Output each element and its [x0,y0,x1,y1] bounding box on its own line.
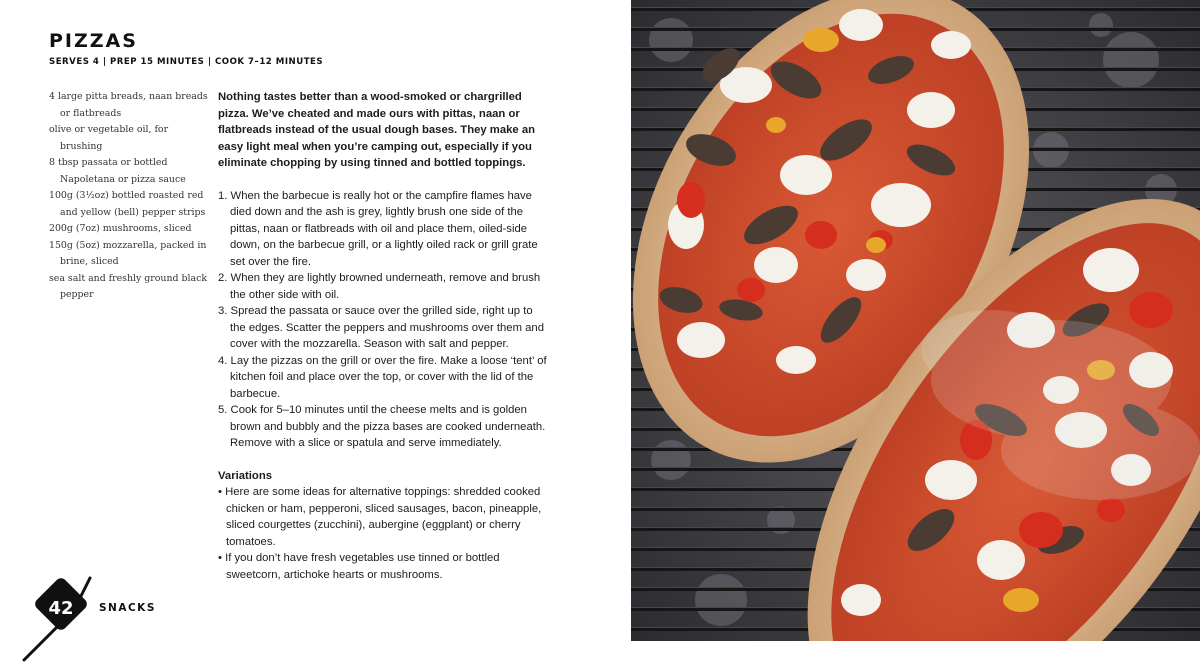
method-step: 1. When the barbecue is really hot or the campfire flames have died down and the ash is grey, lightly brush one side of the pittas, naan or flatbreads with oil and place them, oiled-side down, on the barbecue grill, or a lightly oiled rack or grill grate set over the fire. [218,189,538,268]
variations-list [218,484,548,583]
ingredient-item: olive or vegetable oil, for brushing [49,124,169,152]
method-step: 3. Spread the passata or sauce over the grilled side, right up to the edges. Scatter the peppers and mushrooms over them and cover with the mozzarella. Season with salt and pepper. [218,305,544,350]
page-number: 42 [48,598,74,619]
pizza-illustration [631,0,1200,641]
ingredient-item: 8 tbsp passata or bottled Napoletana or pizza sauce [49,157,186,185]
variations-heading: Variations [218,469,272,482]
ingredient-item: 150g (5oz) mozzarella, packed in brine, sliced [49,239,207,267]
ingredient-item: 100g (3½oz) bottled roasted red and yellow (bell) pepper strips [49,190,206,218]
method-step: 4. Lay the pizzas on the grill or over the fire. Make a loose ‘tent’ of kitchen foil and place over the top, or cover with the lid of the barbecue. [218,354,547,400]
ingredient-list [49,89,209,304]
recipe-meta: SERVES 4 | PREP 15 MINUTES | COOK 7–12 MINUTES [49,57,324,67]
skewer-marshmallow-icon [16,574,116,664]
section-name: SNACKS [99,602,156,614]
page-folio [16,574,116,664]
variation-item: • Here are some ideas for alternative toppings: shredded cooked chicken or ham, pepperoni, sliced sausages, bacon, pineapple, sliced courgettes (zucchini), aubergine (eggplant) or cherry tomatoes. [218,486,542,548]
ingredient-item: 200g (7oz) mushrooms, sliced [49,223,192,234]
ingredient-item: sea salt and freshly ground black pepper [49,272,208,300]
recipe-intro: Nothing tastes better than a wood-smoked or chargrilled pizza. We’ve cheated and made ours with pittas, naan or flatbreads instead of the usual dough bases. They make an easy light meal when you’re camping out, especially if you eliminate chopping by using tinned and bottled toppings. [218,91,536,169]
photo-bottom-margin [631,641,1200,664]
recipe-title: PIZZAS [49,30,138,52]
method-column [218,89,548,583]
method-steps [218,188,548,452]
ingredient-item: 4 large pitta breads, naan breads or flatbreads [49,91,208,119]
grilled-pizzas-photo [631,0,1200,641]
method-step: 5. Cook for 5–10 minutes until the cheese melts and is golden brown and bubbly and the pizza bases are cooked underneath. Remove with a slice or spatula and serve immediately. [218,404,546,449]
method-step: 2. When they are lightly browned underneath, remove and brush the other side with oil. [218,272,541,301]
variation-item: • If you don’t have fresh vegetables use tinned or bottled sweetcorn, artichoke hearts or mushrooms. [218,552,500,581]
